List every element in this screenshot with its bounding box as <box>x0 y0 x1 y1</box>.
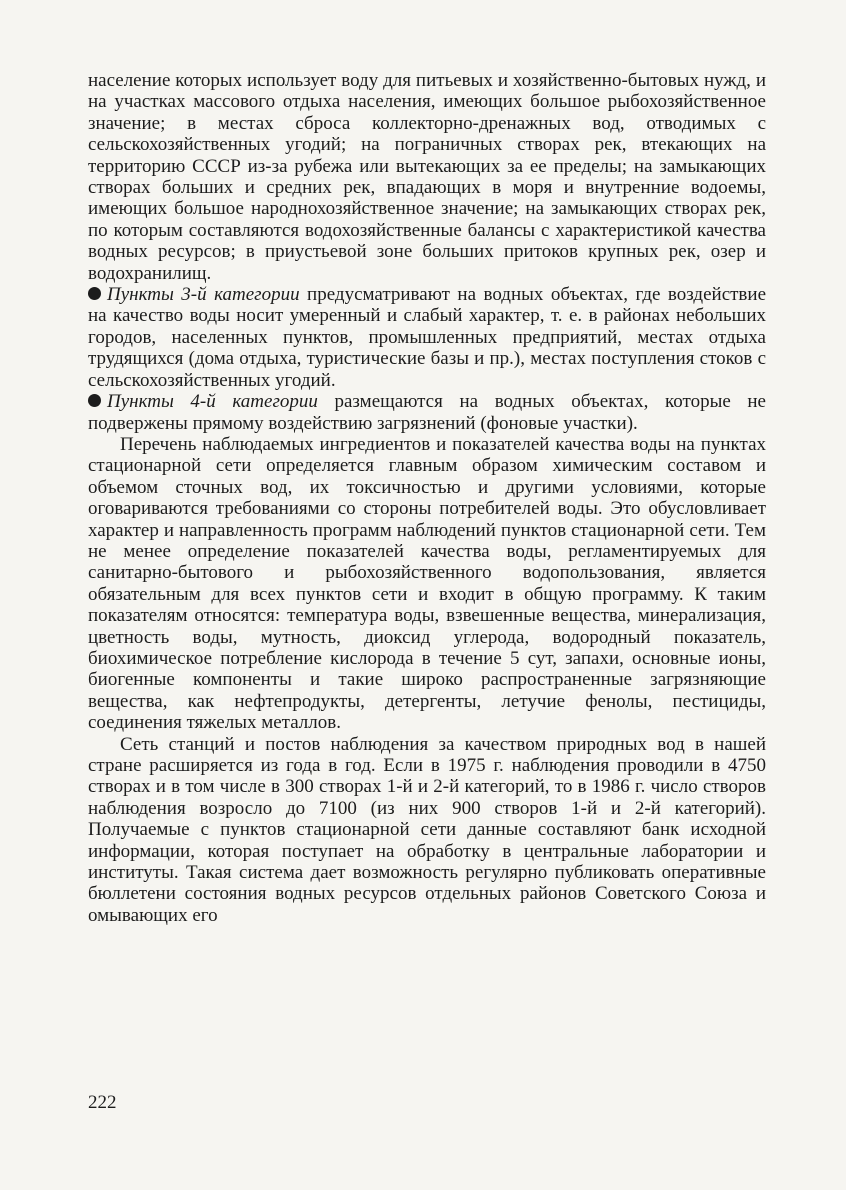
paragraph-lead: Пункты 3-й категории <box>107 284 300 306</box>
bullet-icon <box>88 287 101 300</box>
paragraph-continuation <box>88 70 766 284</box>
page-number: 222 <box>88 1092 117 1113</box>
page-body <box>88 70 766 1150</box>
paragraph-text: население которых использует воду для питьевых и хозяйственно-бытовых нужд, и на участках массового отдыха населения, имеющих большое рыбохозяйственное значение; в местах сброса коллекторно-дренажных вод, отводимых с сельскохозяйственных угодий; на пограничных створах рек, втекающих на территорию СССР из-за рубежа или вытекающих за ее пределы; на замыкающих створах больших и средних рек, впадающих в моря и внутренние водоемы, имеющих большое народнохозяйственное значение; на замыкающих створах рек, по которым составляются водохозяйственные балансы с характеристикой качества водных ресурсов; в приустьевой зоне больших притоков крупных рек, озер и водохранилищ. <box>88 70 766 284</box>
paragraph-indicators <box>88 434 766 734</box>
paragraph-text: Сеть станций и постов наблюдения за качеством природных вод в нашей стране расширяется из года в год. Если в 1975 г. наблюдения проводили в 4750 створах и в том числе в 300 створах 1-й и 2-й категорий, то в 1986 г. число створов наблюдения возросло до 7100 (из них 900 створов 1-й и 2-й категорий). Получаемые с пунктов стационарной сети данные составляют банк исходной информации, которая поступает на обработку в центральные лаборатории и институты. Такая система дает возможность регулярно публиковать оперативные бюллетени состояния водных ресурсов отдельных районов Советского Союза и омывающих его <box>88 733 766 926</box>
bullet-icon <box>88 394 101 407</box>
paragraph-text: предусматривают на водных объектах, где воздействие на качество воды носит умеренный и слабый характер, т. е. в районах небольших городов, населенных пунктов, промышленных предприятий, местах отдыха трудящихся (дома отдыха, туристические базы и пр.), местах поступления стоков с сельскохозяйственных угодий. <box>88 284 766 391</box>
paragraph-category-3 <box>88 284 766 391</box>
paragraph-lead: Пункты 4-й категории <box>107 391 318 413</box>
paragraph-network <box>88 734 766 927</box>
paragraph-text: Перечень наблюдаемых ингредиентов и показателей качества воды на пунктах стационарной сети определяется главным образом химическим составом и объемом сточных вод, их токсичностью и другими условиями, которые оговариваются требованиями со стороны потребителей воды. Это обусловливает характер и направленность программ наблюдений пунктов стационарной сети. Тем не менее определение показателей качества воды, регламентируемых для санитарно-бытового и рыбохозяйственного водопользования, является обязательным для всех пунктов сети и входит в общую программу. К таким показателям относятся: температура воды, взвешенные вещества, минерализация, цветность воды, мутность, диоксид углерода, водородный показатель, биохимическое потребление кислорода в течение 5 сут, запахи, основные ионы, биогенные компоненты и такие широко распространенные загрязняющие вещества, как нефтепродукты, детергенты, летучие фенолы, пестициды, соединения тяжелых металлов. <box>88 433 766 734</box>
paragraph-text: размещаются на водных объектах, которые не подвержены прямому воздействию загрязнений (фоновые участки). <box>88 391 766 434</box>
paragraph-category-4 <box>88 391 766 434</box>
